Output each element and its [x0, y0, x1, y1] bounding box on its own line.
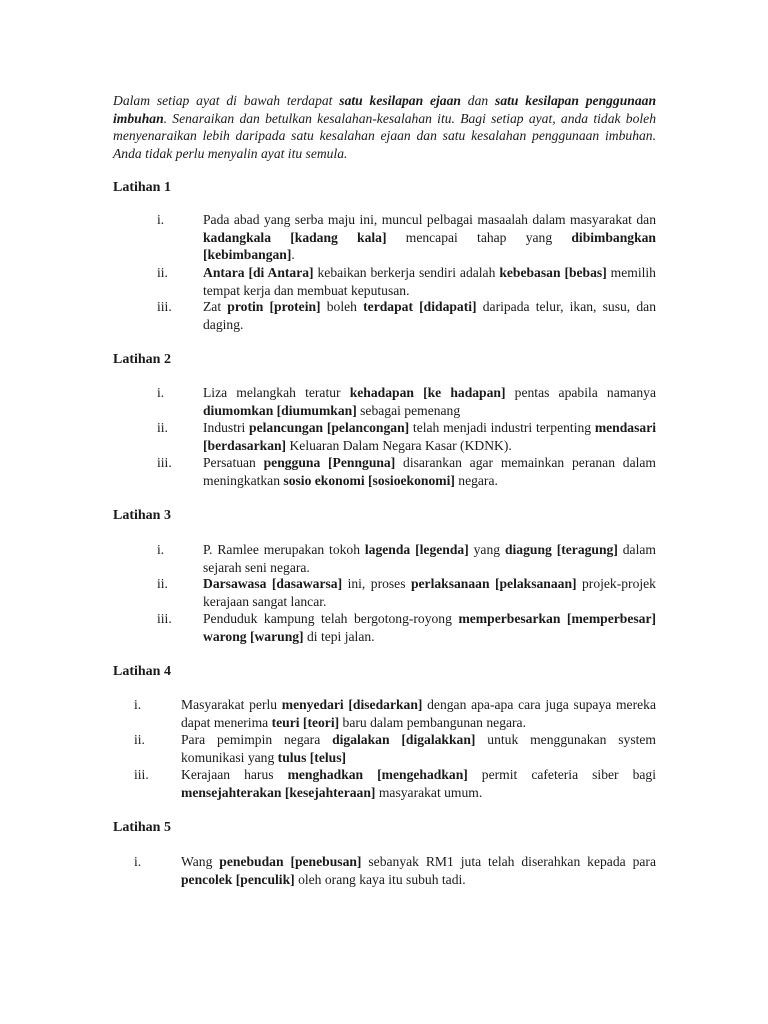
error-correction: pelancungan [pelancongan] [249, 420, 410, 435]
exercise-sentence [181, 766, 656, 801]
section-heading: Latihan 3 [113, 508, 171, 523]
error-correction: perlaksanaan [pelaksanaan] [410, 576, 577, 591]
error-correction: kehadapan [ke hadapan] [349, 385, 506, 400]
section-heading: Latihan 1 [113, 180, 171, 195]
sentence-text: daripada telur, ikan, susu, dan daging. [203, 299, 656, 332]
item-number: ii. [157, 420, 168, 435]
sentence-text: Penduduk kampung telah bergotong-royong [203, 611, 459, 626]
sentence-text: untuk menggunakan system komunikasi yang [181, 732, 656, 765]
error-correction: warong [warung] [203, 628, 304, 644]
error-correction: teuri [teori] [271, 714, 340, 730]
sentence-text: masyarakat umum. [375, 784, 483, 800]
sentence-text: dengan apa-apa cara juga supaya mereka dapat menerima [181, 697, 656, 730]
exercise-sentence [203, 264, 656, 299]
error-correction: mensejahterakan [kesejahteraan] [181, 784, 376, 800]
item-number: ii. [157, 576, 168, 591]
sentence-text: Para pemimpin negara [181, 732, 333, 747]
error-correction: diagung [teragung] [504, 542, 618, 557]
item-number: iii. [157, 299, 172, 314]
item-number: i. [157, 385, 165, 400]
sentence-text: mencapai tahap yang [386, 229, 572, 245]
exercise-sentence [203, 575, 656, 610]
error-correction: menghadkan [mengehadkan] [287, 767, 468, 782]
item-number: i. [157, 542, 165, 557]
exercise-sentence [203, 610, 656, 645]
item-number: i. [134, 854, 142, 869]
exercise-sentence [203, 541, 656, 576]
error-correction: kadangkala [kadang kala] [203, 229, 387, 245]
item-number: ii. [134, 732, 145, 747]
error-correction: pencolek [penculik] [181, 871, 295, 887]
item-number: i. [134, 697, 142, 712]
error-correction: mendasari [berdasarkan] [203, 420, 656, 453]
sentence-text: dalam sejarah seni negara. [203, 542, 656, 575]
sentence-text: di tepi jalan. [303, 628, 375, 644]
section-heading: Latihan 2 [113, 352, 171, 367]
exercise-sentence [203, 384, 656, 419]
intro-text-2: dan [460, 93, 496, 108]
item-number: ii. [157, 265, 168, 280]
item-number: iii. [157, 455, 172, 470]
sentence-text: Pada abad yang serba maju ini, muncul pelbagai masaalah dalam masyarakat dan [203, 212, 656, 227]
sentence-text: baru dalam pembangunan negara. [339, 714, 526, 730]
exercise-sentence [181, 853, 656, 888]
sentence-text: sebagai pemenang [356, 402, 461, 418]
exercise-sentence [203, 211, 656, 264]
error-correction: penebudan [penebusan] [219, 854, 362, 869]
exercise-sentence [203, 419, 656, 454]
error-correction: menyedari [disedarkan] [281, 697, 423, 712]
error-correction: dibimbangkan [kebimbangan] [203, 229, 656, 262]
sentence-text: ini, proses [342, 576, 411, 591]
error-correction: memperbesarkan [memperbesar] [458, 611, 657, 626]
intro-bold-1: satu kesilapan ejaan [339, 93, 461, 108]
exercise-sentence [203, 298, 656, 333]
sentence-text: oleh orang kaya itu subuh tadi. [294, 871, 466, 887]
intro-text-3: . Senaraikan dan betulkan kesalahan-kesalahan itu. Bagi setiap ayat, anda tidak boleh menyenaraikan lebih daripada satu kesalahan ejaan dan satu kesalahan penggunaan imbuhan. Anda tidak perlu menyalin ayat itu semula. [113, 110, 656, 161]
sentence-text: memilih tempat kerja dan membuat keputusan. [203, 265, 656, 298]
sentence-text: Masyarakat perlu [181, 697, 282, 712]
sentence-text: Keluaran Dalam Negara Kasar (KDNK). [286, 437, 512, 453]
sentence-text: Wang [181, 854, 220, 869]
error-correction: digalakan [digalakkan] [332, 732, 476, 747]
error-correction: kebebasan [bebas] [499, 265, 607, 280]
item-number: iii. [134, 767, 149, 782]
sentence-text: boleh [320, 299, 364, 314]
sentence-text: Zat [203, 299, 228, 314]
error-correction: Antara [di Antara] [203, 265, 314, 280]
intro-bold-2: satu kesilapan penggunaan imbuhan [113, 93, 657, 126]
error-correction: diumomkan [diumumkan] [203, 402, 357, 418]
item-number: i. [157, 212, 165, 227]
sentence-text: sebanyak RM1 juta telah diserahkan kepada para [361, 854, 656, 869]
sentence-text: Persatuan [203, 455, 264, 470]
sentence-text: Kerajaan harus [181, 767, 288, 782]
sentence-text: Industri [203, 420, 250, 435]
error-correction: lagenda [legenda] [364, 542, 469, 557]
instructions-paragraph [113, 92, 656, 162]
error-correction: tulus [telus] [277, 749, 347, 765]
sentence-text: Liza melangkah teratur [203, 385, 350, 400]
sentence-text: yang [468, 542, 505, 557]
sentence-text: . [291, 247, 295, 262]
sentence-text: kebaikan berkerja sendiri adalah [313, 265, 500, 280]
intro-text-1: Dalam setiap ayat di bawah terdapat [113, 93, 340, 108]
section-heading: Latihan 5 [113, 820, 171, 835]
exercise-sentence [181, 696, 656, 731]
sentence-text: P. Ramlee merupakan tokoh [203, 542, 365, 557]
item-number: iii. [157, 611, 172, 626]
error-correction: sosio ekonomi [sosioekonomi] [283, 472, 455, 488]
sentence-text: projek-projek kerajaan sangat lancar. [203, 576, 656, 609]
sentence-text: telah menjadi industri terpenting [409, 420, 595, 435]
error-correction: Darsawasa [dasawarsa] [203, 576, 343, 591]
sentence-text: permit cafeteria siber bagi [467, 767, 656, 782]
sentence-text: negara. [454, 472, 498, 488]
error-correction: pengguna [Pennguna] [263, 455, 396, 470]
exercise-sentence [203, 454, 656, 489]
section-heading: Latihan 4 [113, 664, 171, 679]
exercise-sentence [181, 731, 656, 766]
sentence-text: pentas apabila namanya [505, 385, 656, 400]
error-correction: terdapat [didapati] [363, 299, 477, 314]
sentence-text: disarankan agar memainkan peranan dalam meningkatkan [203, 455, 656, 488]
error-correction: protin [protein] [227, 299, 321, 314]
